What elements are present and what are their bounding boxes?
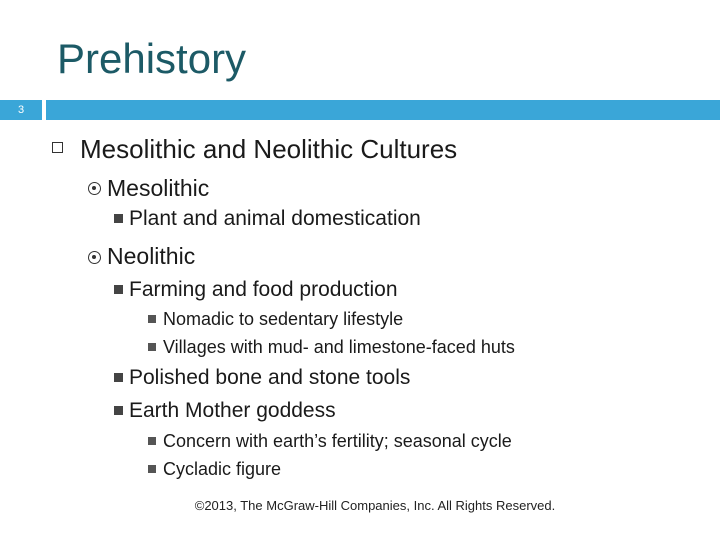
slide-number: 3	[0, 100, 42, 120]
bullet-earth-mother: Earth Mother goddess	[129, 399, 336, 422]
circle-bullet-icon	[88, 182, 101, 195]
square-bullet-icon	[52, 142, 63, 153]
square-bullet-icon	[148, 315, 156, 323]
title-divider-bar	[46, 100, 720, 120]
copyright-footer: ©2013, The McGraw-Hill Companies, Inc. All Rights Reserved.	[194, 498, 556, 513]
circle-bullet-icon	[88, 251, 101, 264]
square-bullet-icon	[148, 343, 156, 351]
slide-title: Prehistory	[57, 35, 247, 82]
square-bullet-icon	[114, 373, 123, 382]
bullet-heading: Mesolithic and Neolithic Cultures	[80, 134, 458, 164]
bullet-plant-domestication: Plant and animal domestication	[129, 207, 421, 230]
square-bullet-icon	[148, 465, 156, 473]
bullet-polished-tools: Polished bone and stone tools	[129, 366, 411, 389]
bullet-nomadic: Nomadic to sedentary lifestyle	[163, 309, 404, 329]
bullet-villages: Villages with mud- and limestone-faced huts	[163, 337, 515, 357]
bullet-mesolithic: Mesolithic	[107, 175, 210, 201]
bullet-cycladic: Cycladic figure	[163, 459, 282, 479]
square-bullet-icon	[148, 437, 156, 445]
bullet-farming: Farming and food production	[129, 278, 398, 301]
bullet-fertility: Concern with earth’s fertility; seasonal cycle	[163, 431, 512, 451]
square-bullet-icon	[114, 285, 123, 294]
bullet-neolithic: Neolithic	[107, 243, 196, 269]
square-bullet-icon	[114, 214, 123, 223]
square-bullet-icon	[114, 406, 123, 415]
